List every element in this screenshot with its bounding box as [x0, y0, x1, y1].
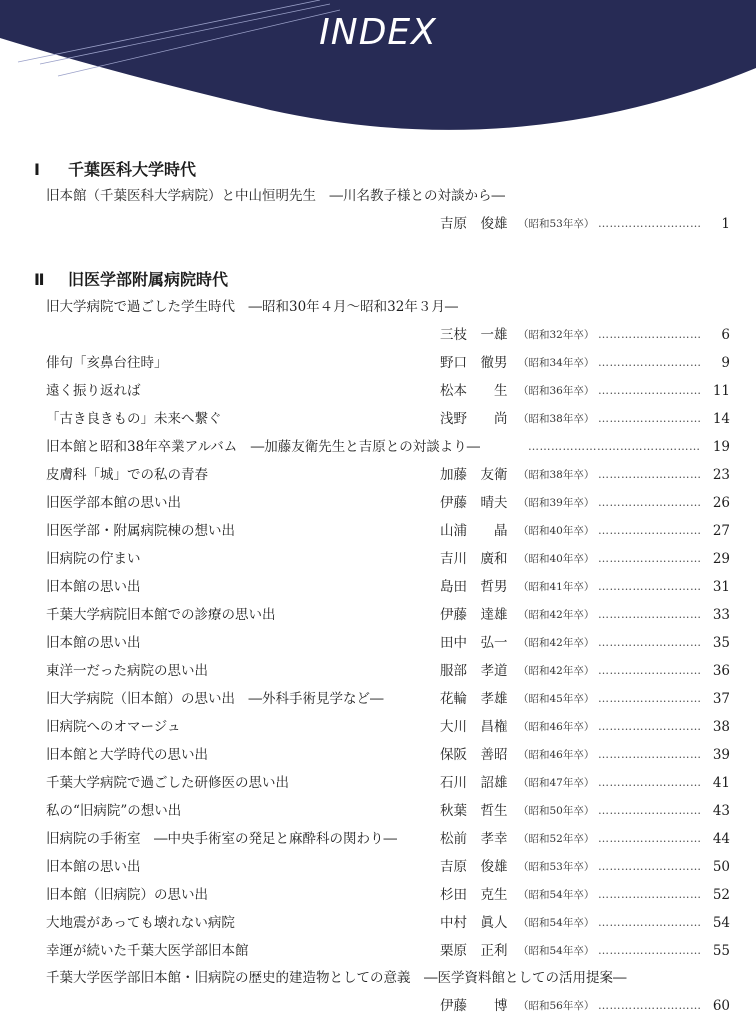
toc-entry[interactable]	[0, 911, 756, 935]
entry-page[interactable]: 50	[712, 859, 730, 875]
entry-page[interactable]: 26	[712, 495, 730, 511]
entry-year: （昭和40年卒）	[518, 525, 595, 537]
leader-dots: ………………………	[598, 664, 702, 677]
entry-title[interactable]: 千葉大学病院旧本館での診療の思い出	[46, 607, 276, 623]
entry-title[interactable]: 旧病院へのオマージュ	[46, 719, 181, 735]
entry-year: （昭和54年卒）	[518, 917, 595, 929]
entry-author: 秋葉 哲生	[440, 803, 508, 819]
section-heading-1	[34, 158, 196, 182]
entry-year: （昭和50年卒）	[518, 805, 595, 817]
entry-author: 大川 昌権	[440, 719, 508, 735]
entry-year: （昭和52年卒）	[518, 833, 595, 845]
leader-dots: ………………………	[598, 636, 702, 649]
leader-dots: ………………………	[598, 552, 702, 565]
toc-entry[interactable]	[0, 547, 756, 571]
entry-title[interactable]: 旧医学部本館の思い出	[46, 495, 181, 511]
toc-entry[interactable]	[0, 687, 756, 711]
entry-page[interactable]: 9	[721, 355, 730, 371]
leader-dots: ………………………	[598, 916, 702, 929]
entry-title[interactable]: 旧医学部・附属病院棟の想い出	[46, 523, 235, 539]
toc-entry[interactable]	[0, 631, 756, 655]
toc-entry[interactable]	[0, 883, 756, 907]
section-number: Ⅱ	[34, 270, 45, 289]
toc-entry[interactable]	[0, 659, 756, 683]
entry-author: 野口 徹男	[440, 355, 508, 371]
page-title: INDEX	[319, 12, 437, 53]
entry-page[interactable]: 33	[712, 607, 730, 623]
entry-title[interactable]: 旧本館（旧病院）の思い出	[46, 887, 208, 903]
leader-dots: ………………………	[598, 860, 702, 873]
entry-title[interactable]: 旧本館の思い出	[46, 579, 141, 595]
entry-author: 田中 弘一	[440, 635, 508, 651]
entry-author: 島田 哲男	[440, 579, 508, 595]
entry-year: （昭和42年卒）	[518, 609, 595, 621]
entry-year: （昭和38年卒）	[518, 469, 595, 481]
entry-title[interactable]: 旧本館と昭和38年卒業アルバム ―加藤友衛先生と吉原との対談より―	[46, 439, 481, 455]
entry-page[interactable]: 54	[712, 915, 730, 931]
entry-page[interactable]: 41	[712, 775, 730, 791]
leader-dots: ………………………………………	[528, 440, 701, 453]
section-heading-2	[34, 268, 228, 292]
leader-dots: ………………………	[598, 832, 702, 845]
entry-year: （昭和36年卒）	[518, 385, 595, 397]
toc-entry[interactable]	[0, 855, 756, 879]
toc-entry[interactable]	[0, 184, 756, 208]
entry-page[interactable]: 27	[712, 523, 730, 539]
entry-author: 栗原 正利	[440, 943, 508, 959]
entry-author: 松前 孝幸	[440, 831, 508, 847]
toc-entry[interactable]	[0, 799, 756, 823]
entry-page[interactable]: 29	[712, 551, 730, 567]
entry-author: 花輪 孝雄	[440, 691, 508, 707]
toc-entry[interactable]	[0, 715, 756, 739]
entry-title[interactable]: 遠く振り返れば	[46, 383, 141, 399]
entry-title[interactable]: 俳句「亥鼻台往時」	[46, 355, 168, 371]
entry-year: （昭和45年卒）	[518, 693, 595, 705]
leader-dots: ………………………	[598, 804, 702, 817]
toc-entry[interactable]	[0, 939, 756, 963]
toc-entry[interactable]	[0, 771, 756, 795]
entry-year: （昭和38年卒）	[518, 413, 595, 425]
entry-year: （昭和53年卒）	[518, 218, 595, 230]
entry-author: 伊藤 達雄	[440, 607, 508, 623]
entry-title[interactable]: 千葉大学病院で過ごした研修医の思い出	[46, 775, 289, 791]
entry-page[interactable]: 52	[712, 887, 730, 903]
leader-dots: ………………………	[598, 524, 702, 537]
leader-dots: ………………………	[598, 944, 702, 957]
entry-author: 三枝 一雄	[440, 327, 508, 343]
entry-author: 杉田 克生	[440, 887, 508, 903]
entry-title[interactable]: 大地震があっても壊れない病院	[46, 915, 235, 931]
section-title: 千葉医科大学時代	[68, 160, 197, 179]
entry-title[interactable]: 旧本館と大学時代の思い出	[46, 747, 208, 763]
entry-year: （昭和34年卒）	[518, 357, 595, 369]
entry-author: 加藤 友衛	[440, 467, 508, 483]
entry-title[interactable]: 皮膚科「城」での私の青春	[46, 467, 208, 483]
entry-page[interactable]: 1	[721, 216, 730, 232]
entry-title[interactable]: 旧大学病院（旧本館）の思い出 ―外科手術見学など―	[46, 691, 384, 707]
leader-dots: ………………………	[598, 328, 702, 341]
leader-dots: ………………………	[598, 580, 702, 593]
entry-page[interactable]: 38	[712, 719, 730, 735]
toc-entry[interactable]	[0, 966, 756, 990]
entry-author: 服部 孝道	[440, 663, 508, 679]
entry-author: 山浦 晶	[440, 523, 508, 539]
leader-dots: ………………………	[598, 384, 702, 397]
entry-page[interactable]: 14	[712, 411, 730, 427]
entry-author: 松本 生	[440, 383, 508, 399]
toc-entry[interactable]	[0, 827, 756, 851]
entry-year: （昭和46年卒）	[518, 749, 595, 761]
leader-dots: ………………………	[598, 720, 702, 733]
entry-title[interactable]: 私の“旧病院”の想い出	[46, 803, 182, 819]
entry-title[interactable]: 旧病院の手術室 ―中央手術室の発足と麻酔科の関わり―	[46, 831, 397, 847]
entry-year: （昭和32年卒）	[518, 329, 595, 341]
toc-entry[interactable]	[0, 603, 756, 627]
entry-page[interactable]: 31	[712, 579, 730, 595]
entry-author: 吉原 俊雄	[440, 859, 508, 875]
entry-page[interactable]: 44	[712, 831, 730, 847]
entry-year: （昭和40年卒）	[518, 553, 595, 565]
entry-author: 伊藤 博	[440, 998, 508, 1014]
entry-title[interactable]: 旧本館の思い出	[46, 859, 141, 875]
entry-page[interactable]: 11	[712, 383, 730, 399]
toc-entry[interactable]	[0, 379, 756, 403]
entry-title[interactable]: 千葉大学医学部旧本館・旧病院の歴史的建造物としての意義 ―医学資料館としての活用提案―	[46, 970, 627, 986]
section-title: 旧医学部附属病院時代	[68, 270, 229, 289]
entry-year: （昭和42年卒）	[518, 637, 595, 649]
entry-author: 浅野 尚	[440, 411, 508, 427]
entry-page[interactable]: 37	[712, 691, 730, 707]
toc-entry[interactable]	[0, 463, 756, 487]
entry-page[interactable]: 23	[712, 467, 730, 483]
entry-page[interactable]: 43	[712, 803, 730, 819]
entry-year: （昭和47年卒）	[518, 777, 595, 789]
section-number: Ⅰ	[34, 160, 40, 179]
entry-year: （昭和54年卒）	[518, 889, 595, 901]
index-banner	[0, 0, 756, 150]
entry-year: （昭和46年卒）	[518, 721, 595, 733]
entry-title[interactable]: 旧病院の佇まい	[46, 551, 141, 567]
leader-dots: ………………………	[598, 496, 702, 509]
toc-entry[interactable]	[0, 519, 756, 543]
leader-dots: ………………………	[598, 776, 702, 789]
toc-entry[interactable]	[0, 743, 756, 767]
entry-page[interactable]: 60	[712, 998, 730, 1014]
entry-author: 中村 眞人	[440, 915, 508, 931]
entry-title[interactable]: 東洋一だった病院の思い出	[46, 663, 208, 679]
entry-year: （昭和41年卒）	[518, 581, 595, 593]
toc-entry[interactable]	[0, 491, 756, 515]
entry-author: 保阪 善昭	[440, 747, 508, 763]
entry-year: （昭和53年卒）	[518, 861, 595, 873]
leader-dots: ………………………	[598, 217, 702, 230]
toc-entry[interactable]	[0, 323, 756, 347]
toc-entry[interactable]	[0, 351, 756, 375]
toc-entry[interactable]	[0, 295, 756, 319]
leader-dots: ………………………	[598, 692, 702, 705]
entry-author: 石川 詔雄	[440, 775, 508, 791]
entry-page[interactable]: 55	[712, 943, 730, 959]
entry-title[interactable]: 旧本館（千葉医科大学病院）と中山恒明先生 ―川名教子様との対談から―	[46, 188, 505, 204]
entry-title[interactable]: 旧本館の思い出	[46, 635, 141, 651]
toc-entry[interactable]	[0, 575, 756, 599]
entry-page[interactable]: 6	[721, 327, 730, 343]
entry-year: （昭和39年卒）	[518, 497, 595, 509]
leader-dots: ………………………	[598, 412, 702, 425]
entry-author: 伊藤 晴夫	[440, 495, 508, 511]
leader-dots: ………………………	[598, 999, 702, 1012]
entry-title[interactable]: 「古き良きもの」未来へ繋ぐ	[46, 411, 222, 427]
entry-author: 吉川 廣和	[440, 551, 508, 567]
leader-dots: ………………………	[598, 748, 702, 761]
leader-dots: ………………………	[598, 608, 702, 621]
entry-page[interactable]: 36	[712, 663, 730, 679]
entry-page[interactable]: 39	[712, 747, 730, 763]
toc-entry[interactable]	[0, 407, 756, 431]
entry-page[interactable]: 35	[712, 635, 730, 651]
entry-year: （昭和42年卒）	[518, 665, 595, 677]
leader-dots: ………………………	[598, 888, 702, 901]
entry-year: （昭和56年卒）	[518, 1000, 595, 1012]
leader-dots: ………………………	[598, 356, 702, 369]
entry-year: （昭和54年卒）	[518, 945, 595, 957]
entry-page[interactable]: 19	[712, 439, 730, 455]
entry-title[interactable]: 旧大学病院で過ごした学生時代 ―昭和30年４月～昭和32年３月―	[46, 299, 459, 315]
entry-title[interactable]: 幸運が続いた千葉大医学部旧本館	[46, 943, 249, 959]
leader-dots: ………………………	[598, 468, 702, 481]
toc-entry[interactable]	[0, 212, 756, 236]
toc-entry[interactable]	[0, 994, 756, 1018]
toc-entry[interactable]	[0, 435, 756, 459]
entry-author: 吉原 俊雄	[440, 216, 508, 232]
